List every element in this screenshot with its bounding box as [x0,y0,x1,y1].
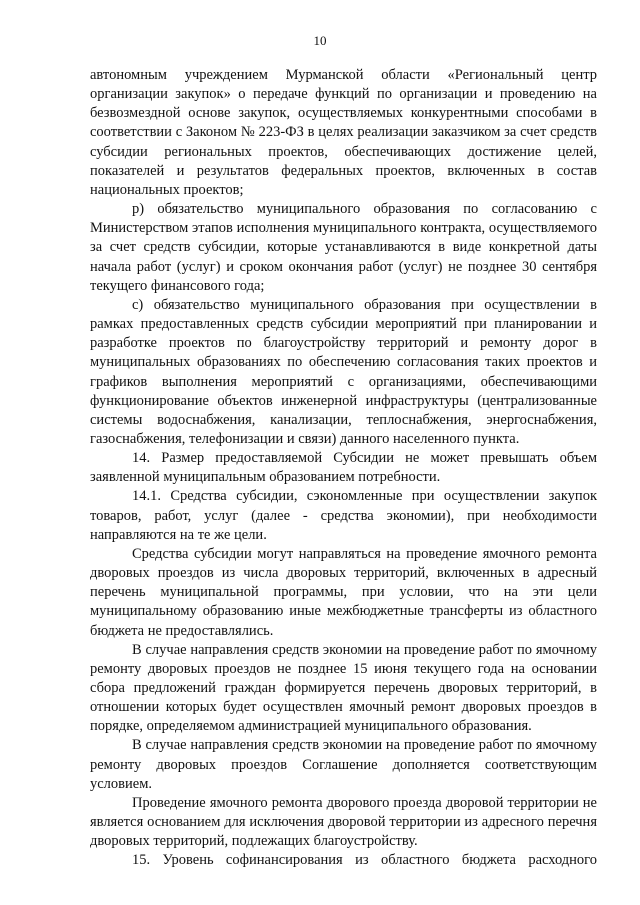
paragraph: 14.1. Средства субсидии, сэкономленные при осуществлении закупок товаров, работ, услуг (далее - средства экономии), при необходимости направляются на те же цели. [90,488,597,543]
paragraph: автономным учреждением Мурманской области «Региональный центр организации закупок» о передаче функций по организации и проведению на безвозмездной основе закупок, осуществляемых конкурентными способами в соответствии с Законом № 223-ФЗ в целях реализации заказчиком за счет средств субсидии региональных проектов, обеспечивающих достижение целей, показателей и результатов федеральных проектов, включенных в состав национальных проектов; [90,67,597,198]
paragraph: Проведение ямочного ремонта дворового проезда дворовой территории не является основанием для исключения дворовой территории из адресного перечня дворовых территорий, подлежащих благоустройству. [90,794,597,850]
paragraph: В случае направления средств экономии на проведение работ по ямочному ремонту дворовых проездов не позднее 15 июня текущего года на основании сбора предложений граждан формируется перечень дворовых территорий, в отношении которых будет осуществлен ямочный ремонт дворовых проездов в порядке, определяемом администрацией муниципального образования. [90,641,597,735]
document-body [90,66,597,871]
paragraph: 15. Уровень софинансирования из областного бюджета расходного [132,852,597,869]
paragraph: р) обязательство муниципального образования по согласованию с Министерством этапов исполнения муниципального контракта, осуществляемого за счет средств субсидии, которые устанавливаются в виде конкретной даты начала работ (услуг) и сроком окончания работ (услуг) не позднее 30 сентября текущего финансового года; [90,201,597,294]
paragraph: с) обязательство муниципального образования при осуществлении в рамках предоставленных средств субсидии мероприятий при планировании и разработке проектов по благоустройству территорий и ремонту дорог в муниципальных образованиях по обеспечению согласования таких проектов и графиков выполнения мероприятий с организациями, обеспечивающими функционирование объектов инженерной инфраструктуры (централизованные системы водоснабжения, канализации, теплоснабжения, энергоснабжения, газоснабжения, телефонизации и связи) данного населенного пункта. [90,296,597,447]
paragraph: 14. Размер предоставляемой Субсидии не может превышать объем заявленной муниципальным образованием потребности. [90,450,597,486]
page-number: 10 [313,33,327,48]
paragraph: Средства субсидии могут направляться на проведение ямочного ремонта дворовых проездов из числа дворовых территорий, включенных в адресный перечень муниципальной программы, при условии, что на эти цели муниципальному образованию иные межбюджетные трансферты из областного бюджета не предоставлялись. [90,545,597,639]
paragraph: В случае направления средств экономии на проведение работ по ямочному ремонту дворовых проездов Соглашение дополняется соответствующим условием. [90,737,597,792]
